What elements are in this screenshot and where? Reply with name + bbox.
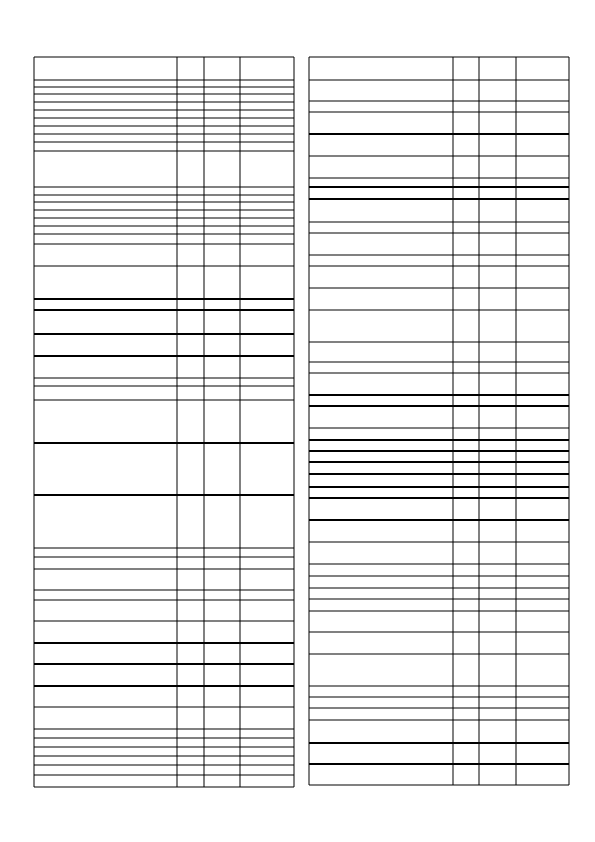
right-table: [309, 57, 569, 785]
left-table: [34, 57, 294, 787]
